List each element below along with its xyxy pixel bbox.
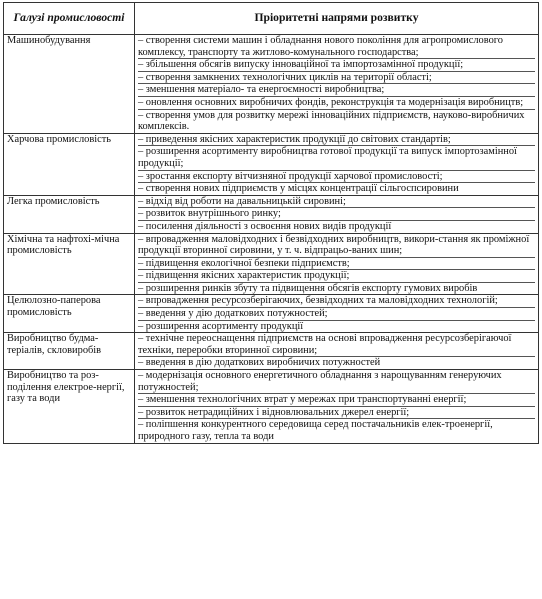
header-industry: Галузі промисловості bbox=[4, 3, 135, 35]
directions-cell bbox=[135, 370, 539, 444]
direction-item: – створення нових підприємств у місцях концентрації сільгоспсировини bbox=[138, 182, 535, 195]
priority-directions-table bbox=[3, 2, 539, 444]
direction-item: – модернізація основного енергетичного обладнання з нарощуванням генеруючих потужностей; bbox=[138, 370, 502, 393]
direction-item: – відхід від роботи на давальницькій сировині; bbox=[138, 195, 346, 207]
directions-cell bbox=[135, 233, 539, 295]
table-row bbox=[4, 133, 539, 195]
direction-item: – розширення ринків збуту та підвищення обсягів експорту гумових виробів bbox=[138, 282, 535, 295]
direction-item: – технічне переоснащення підприємств на основі впровадження ресурсозберігаючої техніки, переробки вторинної сировини; bbox=[138, 333, 512, 356]
direction-item: – введення в дію додаткових виробничих потужностей bbox=[138, 356, 535, 369]
direction-item: – впровадження ресурсозберігаючих, безвідходних та маловідходних технологій; bbox=[138, 295, 498, 307]
table-row bbox=[4, 333, 539, 370]
table-header-row bbox=[4, 3, 539, 35]
industry-cell: Виробництво будма-теріалів, скловиробів bbox=[4, 333, 135, 370]
table-row bbox=[4, 370, 539, 444]
industry-cell: Виробництво та роз-поділення електрое-нергії, газу та води bbox=[4, 370, 135, 444]
table-row bbox=[4, 195, 539, 233]
direction-item: – впровадження маловідходних і безвідходних виробництв, викори-стання як проміжної продукції вторинної сировини, у т. ч. відпрацьо-ваних шин; bbox=[138, 233, 530, 257]
directions-cell bbox=[135, 195, 539, 233]
direction-item: – створення умов для розвитку мережі інноваційних підприємств, науково-виробничих комплексів. bbox=[138, 109, 535, 133]
directions-cell bbox=[135, 133, 539, 195]
direction-item: – зростання експорту вітчизняної продукції харчової промисловості; bbox=[138, 170, 535, 183]
directions-cell bbox=[135, 295, 539, 333]
industry-cell: Хімічна та нафтохі-мічна промисловість bbox=[4, 233, 135, 295]
table-row bbox=[4, 233, 539, 295]
table-body bbox=[4, 35, 539, 444]
direction-item: – збільшення обсягів випуску інноваційної та імпортозамінної продукції; bbox=[138, 58, 535, 71]
header-directions: Пріоритетні напрями розвитку bbox=[135, 3, 539, 35]
industry-cell: Легка промисловість bbox=[4, 195, 135, 233]
direction-item: – зменшення технологічних втрат у мережах при транспортуванні енергії; bbox=[138, 393, 535, 406]
table-row bbox=[4, 35, 539, 134]
directions-cell bbox=[135, 333, 539, 370]
direction-item: – поліпшення конкурентного середовища серед постачальників елек-троенергії, природного газу, тепла та води bbox=[138, 418, 535, 442]
direction-item: – створення системи машин і обладнання нового покоління для агропромислового комплексу, транспорту та житлово-комунального господарства; bbox=[138, 35, 503, 58]
industry-cell: Целюлозно-паперова промисловість bbox=[4, 295, 135, 333]
direction-item: – розвиток внутрішнього ринку; bbox=[138, 207, 535, 220]
industry-cell: Машинобудування bbox=[4, 35, 135, 134]
direction-item: – розвиток нетрадиційних і відновлювальних джерел енергії; bbox=[138, 406, 535, 419]
direction-item: – введення у дію додаткових потужностей; bbox=[138, 307, 535, 320]
direction-item: – підвищення екологічної безпеки підприємств; bbox=[138, 257, 535, 270]
direction-item: – посилення діяльності з освоєння нових видів продукції bbox=[138, 220, 535, 233]
table-row bbox=[4, 295, 539, 333]
industry-cell: Харчова промисловість bbox=[4, 133, 135, 195]
direction-item: – оновлення основних виробничих фондів, реконструкція та модернізація виробництв; bbox=[138, 96, 535, 109]
direction-item: – підвищення якісних характеристик продукції; bbox=[138, 269, 535, 282]
direction-item: – приведення якісних характеристик продукції до світових стандартів; bbox=[138, 133, 451, 145]
direction-item: – розширення асортименту продукції bbox=[138, 320, 535, 333]
directions-cell bbox=[135, 35, 539, 134]
direction-item: – зменшення матеріало- та енергоємності виробництва; bbox=[138, 83, 535, 96]
direction-item: – створення замкнених технологічних циклів на території області; bbox=[138, 71, 535, 84]
direction-item: – розширення асортименту виробництва готової продукції та випуск імпортозамінної продукції; bbox=[138, 145, 535, 169]
